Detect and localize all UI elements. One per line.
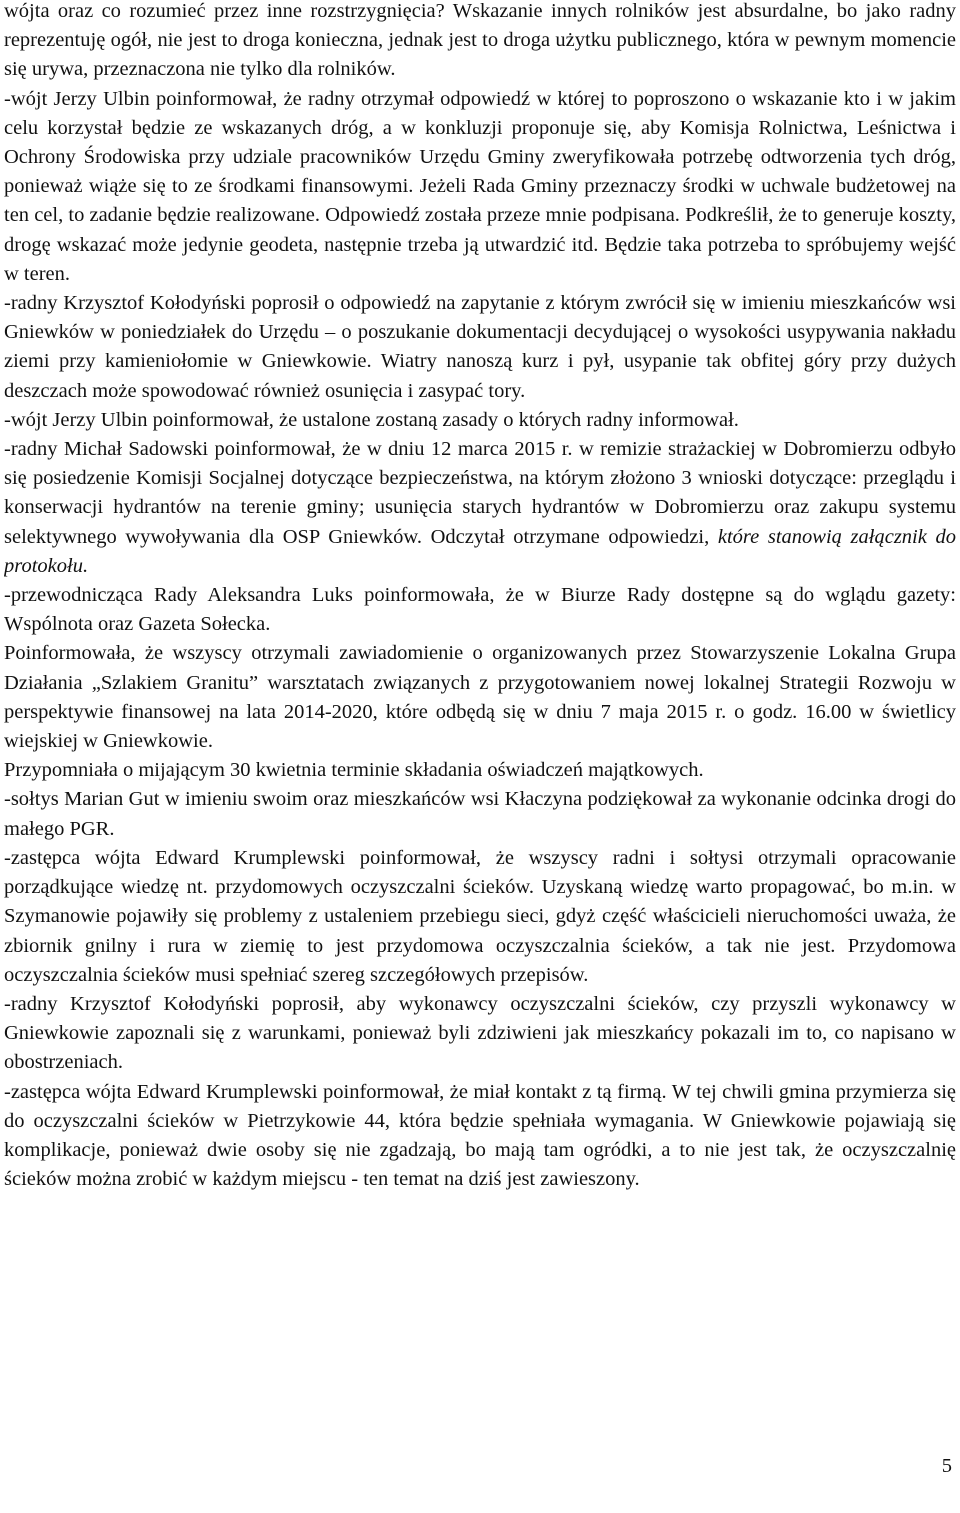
paragraph-11: -radny Krzysztof Kołodyński poprosił, aby wykonawcy oczyszczalni ścieków, czy przyszli wykonawcy w Gniewkowie zapoznali się z warunkami, ponieważ byli zdziwieni jak mieszkańcy pokazali im to, co napisano w obostrzeniach. xyxy=(4,992,956,1074)
paragraph-9: -sołtys Marian Gut w imieniu swoim oraz mieszkańców wsi Kłaczyna podziękował za wykonanie odcinka drogi do małego PGR. xyxy=(4,788,956,840)
paragraph-12: -zastępca wójta Edward Krumplewski poinformował, że miał kontakt z tą firmą. W tej chwili gmina przymierza się do oczyszczalni ścieków w Pietrzykowie 44, która będzie spełniała wymagania. W Gniewkowie pojawiają się komplikacje, ponieważ dwie osoby się nie zgadzają, bo mają tam ogródki, a to nie jest tak, że oczyszczalnię ścieków można zrobić w każdym miejscu - ten temat na dziś jest zawieszony. xyxy=(4,1080,956,1191)
paragraph-3: -radny Krzysztof Kołodyński poprosił o odpowiedź na zapytanie z którym zwrócił się w imieniu mieszkańców wsi Gniewków w poniedziałek do Urzędu – o poszukanie dokumentacji decydującej o wysokości usypywania nakładu ziemi przy kamieniołomie w Gniewkowie. Wiatry nanoszą kurz i pył, usypanie tak obfitej góry przy dużych deszczach może spowodować również osunięcia i zasypać tory. xyxy=(4,292,956,402)
attachment-note: które stanowią załącznik do protokołu. xyxy=(4,525,956,577)
document-body xyxy=(4,0,956,1377)
paragraph-7: Poinformowała, że wszyscy otrzymali zawiadomienie o organizowanych przez Stowarzyszenie Lokalna Grupa Działania „Szlakiem Granitu” warsztatach związanych z przygotowaniem nowej lokalnej Strategii Rozwoju w perspektywie finansowej na lata 2014-2020, które odbędą się w dniu 7 maja 2015 r. o godz. 16.00 w świetlicy wiejskiej w Gniewkowie. xyxy=(4,642,956,753)
paragraph-4: -wójt Jerzy Ulbin poinformował, że ustalone zostaną zasady o których radny informował. xyxy=(4,408,739,431)
paragraph-5: -radny Michał Sadowski poinformował, że w dniu 12 marca 2015 r. w remizie strażackiej w Dobromierzu odbyło się posiedzenie Komisji Socjalnej dotyczące bezpieczeństwa, na którym złożono 3 wnioski dotyczące: przeglądu i konserwacji hydrantów na terenie gminy; usunięcia starych hydrantów w Dobromierzu oraz zakupu systemu selektywnego wywoływania dla OSP Gniewków. Odczytał otrzymane odpowiedzi, które stanowią załącznik do protokołu. xyxy=(4,438,956,577)
paragraph-2: -wójt Jerzy Ulbin poinformował, że radny otrzymał odpowiedź w której to poproszono o wskazanie kto i w jakim celu korzystał będzie ze wskazanych dróg, a w konkluzji proponuje się, aby Komisja Rolnictwa, Leśnictwa i Ochrony Środowiska przy udziale pracowników Urzędu Gminy zweryfikowała potrzebę odtworzenia tych dróg, ponieważ wiąże się to ze środkami finansowymi. Jeżeli Rada Gminy przeznaczy środki w uchwale budżetowej na ten cel, to zadanie będzie realizowane. Odpowiedź została przeze mnie podpisana. Podkreślił, że to generuje koszty, drogę wskazać może jedynie geodeta, następnie trzeba ją utwardzić itd. Będzie taka potrzeba to spróbujemy wejść w teren. xyxy=(4,87,956,285)
paragraph-6: -przewodnicząca Rady Aleksandra Luks poinformowała, że w Biurze Rady dostępne są do wglądu gazety: Wspólnota oraz Gazeta Sołecka. xyxy=(4,584,956,636)
paragraph-10: -zastępca wójta Edward Krumplewski poinformował, że wszyscy radni i sołtysi otrzymali opracowanie porządkujące wiedzę nt. przydomowych oczyszczalni ścieków. Uzyskaną wiedzę warto propagować, bo m.in. w Szymanowie pojawiły się problemy z ustaleniem przebiegu sieci, gdyż część właścicieli nieruchomości uważa, że zbiornik gnilny i rura w ziemię to jest przydomowa oczyszczalnia ścieków, a tak nie jest. Przydomowa oczyszczalnia ścieków musi spełniać szereg szczegółowych przepisów. xyxy=(4,846,956,986)
paragraph-8: Przypomniała o mijającym 30 kwietnia terminie składania oświadczeń majątkowych. xyxy=(4,759,704,782)
paragraph-1: wójta oraz co rozumieć przez inne rozstrzygnięcia? Wskazanie innych rolników jest absurdalne, bo jako radny reprezentuję ogół, nie jest to droga konieczna, jednak jest to droga użytku publicznego, która w pewnym momencie się urywa, przeznaczona nie tylko dla rolników. xyxy=(4,0,956,81)
page-number: 5 xyxy=(941,1455,952,1477)
